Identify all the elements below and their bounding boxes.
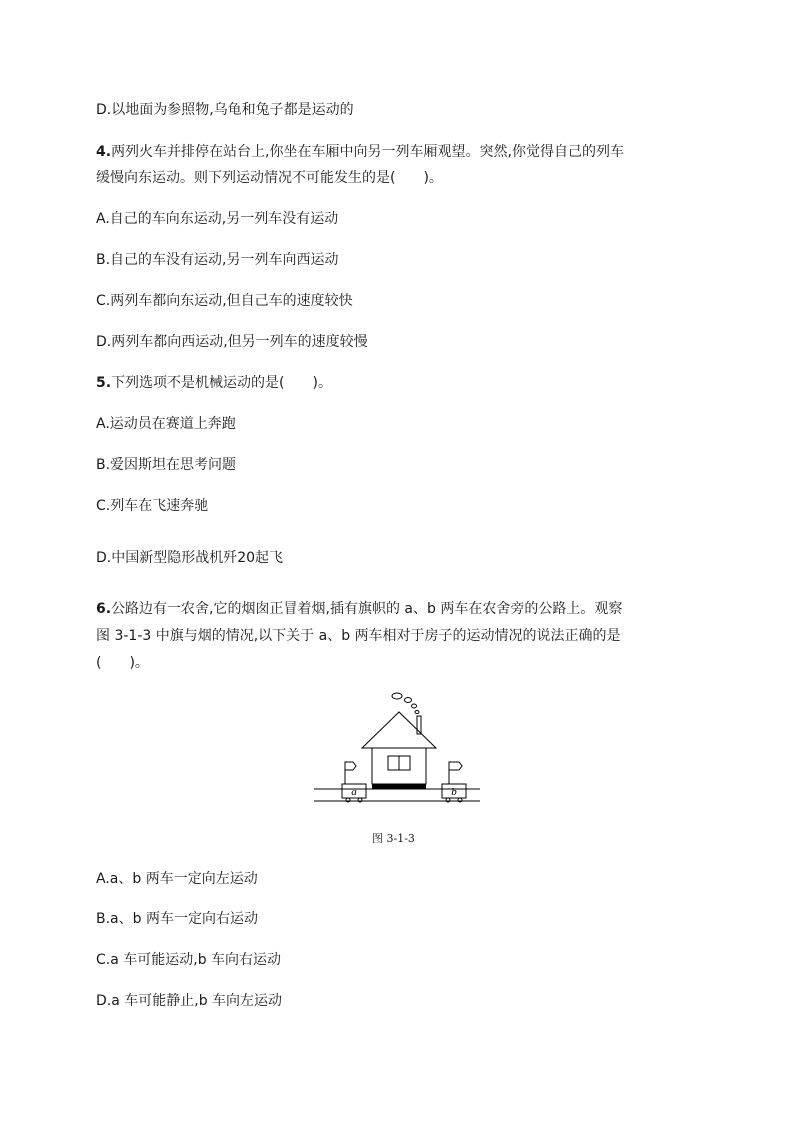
q4-stem-line2: 缓慢向东运动。则下列运动情况不可能发生的是( )。 [96, 170, 443, 186]
q4-option-d: D.两列车都向西运动,但另一列车的速度较慢 [96, 334, 368, 350]
house-roof [362, 712, 436, 748]
q6-option-b: B.a、b 两车一定向右运动 [96, 911, 258, 927]
q5-option-d: D.中国新型隐形战机歼20起飞 [96, 550, 284, 566]
house-base [372, 784, 426, 789]
q6-option-c: C.a 车可能运动,b 车向右运动 [96, 952, 282, 968]
q6-stem-text1: 公路边有一农舍,它的烟囱正冒着烟,插有旗帜的 a、b 两车在农舍旁的公路上。观察 [111, 601, 623, 617]
q6-number: 6. [96, 601, 112, 617]
q4-option-a: A.自己的车向东运动,另一列车没有运动 [96, 211, 339, 227]
q4-number: 4. [96, 144, 112, 160]
q4-option-b: B.自己的车没有运动,另一列车向西运动 [96, 252, 339, 268]
flag-a [345, 762, 356, 770]
q4-stem-line1 [96, 142, 716, 162]
smoke-puff [415, 711, 419, 714]
q6-stem-line3: ( )。 [96, 655, 149, 671]
figure-caption: 图 3-1-3 [372, 832, 415, 845]
q6-stem-line2: 图 3-1-3 中旗与烟的情况,以下关于 a、b 两车相对于房子的运动情况的说法正确的是 [96, 628, 621, 644]
q4-stem-text1: 两列火车并排停在站台上,你坐在车厢中向另一列车厢观望。突然,你觉得自己的列车 [111, 144, 624, 160]
q5-option-c: C.列车在飞速奔驰 [96, 498, 209, 514]
q6-option-a: A.a、b 两车一定向左运动 [96, 871, 258, 887]
house-cars-figure [312, 688, 482, 808]
car-a-label: a [351, 786, 357, 798]
smoke-puff [412, 704, 417, 708]
q4-option-c: C.两列车都向东运动,但自己车的速度较快 [96, 293, 353, 309]
q3-option-d: D.以地面为参照物,乌龟和兔子都是运动的 [96, 102, 354, 118]
q5-option-b: B.爱因斯坦在思考问题 [96, 457, 237, 473]
flag-b [449, 762, 462, 770]
q5-number: 5. [96, 375, 112, 391]
car-b-label: b [451, 786, 457, 798]
q5-stem [96, 373, 716, 393]
q5-option-a: A.运动员在赛道上奔跑 [96, 416, 236, 432]
q6-stem-line1 [96, 599, 716, 619]
q6-option-d: D.a 车可能静止,b 车向左运动 [96, 993, 283, 1009]
q5-stem-text: 下列选项不是机械运动的是( )。 [111, 375, 332, 391]
smoke-puff [405, 698, 412, 703]
smoke-puff [392, 693, 402, 699]
